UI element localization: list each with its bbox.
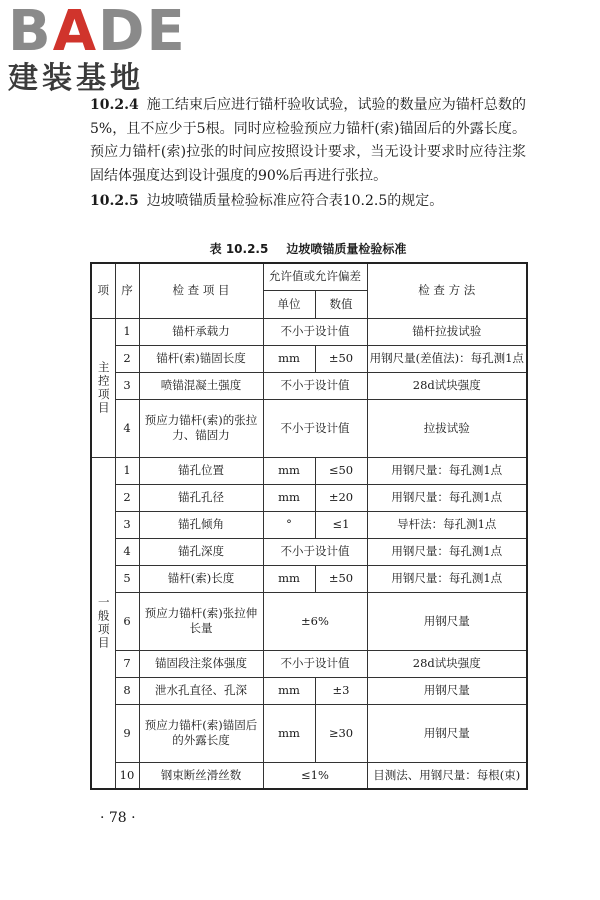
table-row	[91, 372, 527, 399]
row-seq: 2	[115, 345, 139, 372]
row-value: ±3	[315, 677, 367, 704]
row-unit: mm	[263, 704, 315, 762]
paragraph-10-2-5: 10.2.5 边坡喷锚质量检验标准应符合表10.2.5的规定。	[90, 193, 444, 209]
row-allowance: 不小于设计值	[263, 318, 367, 345]
header-seq: 序	[115, 263, 139, 318]
row-value: ≤1	[315, 511, 367, 538]
row-item: 锚孔孔径	[139, 484, 263, 511]
row-seq: 8	[115, 677, 139, 704]
table-row	[91, 592, 527, 650]
row-item: 锚杆(索)长度	[139, 565, 263, 592]
row-seq: 6	[115, 592, 139, 650]
row-unit: mm	[263, 484, 315, 511]
row-method: 28d试块强度	[367, 650, 527, 677]
row-item: 钢束断丝滑丝数	[139, 762, 263, 789]
row-value: ≤50	[315, 457, 367, 484]
table-row	[91, 762, 527, 789]
row-item: 锚杆(索)锚固长度	[139, 345, 263, 372]
header-category: 项	[91, 263, 115, 318]
row-allowance: 不小于设计值	[263, 650, 367, 677]
row-seq: 10	[115, 762, 139, 789]
paragraph-10-2-4: 10.2.4 施工结束后应进行锚杆验收试验，试验的数量应为锚杆总数的5%，且不应少于5根。同时应检验预应力锚杆(索)锚固后的外露长度。预应力锚杆(索)拉张的时间应按照设计要求，当无设计要求时应待注浆固结体强度达到设计强度的90%后再进行张拉。	[90, 97, 526, 184]
row-value: ≥30	[315, 704, 367, 762]
row-item: 锚孔深度	[139, 538, 263, 565]
row-method: 28d试块强度	[367, 372, 527, 399]
row-unit: mm	[263, 565, 315, 592]
row-method: 用钢尺量	[367, 677, 527, 704]
logo-wordmark: BADE	[8, 0, 187, 64]
table-row	[91, 457, 527, 484]
header-unit: 单位	[263, 290, 315, 318]
row-item: 锚固段注浆体强度	[139, 650, 263, 677]
row-seq: 1	[115, 318, 139, 345]
row-method: 用钢尺量	[367, 704, 527, 762]
row-method: 用钢尺量(差值法)：每孔测1点	[367, 345, 527, 372]
row-value: ±50	[315, 565, 367, 592]
row-seq: 1	[115, 457, 139, 484]
row-seq: 3	[115, 372, 139, 399]
row-allowance: 不小于设计值	[263, 399, 367, 457]
row-method: 目测法、用钢尺量：每根(束)	[367, 762, 527, 789]
row-item: 泄水孔直径、孔深	[139, 677, 263, 704]
row-item: 喷锚混凝土强度	[139, 372, 263, 399]
row-item: 预应力锚杆(索)的张拉力、锚固力	[139, 399, 263, 457]
header-item: 检 查 项 目	[139, 263, 263, 318]
table-row	[91, 399, 527, 457]
row-unit: mm	[263, 345, 315, 372]
table-row	[91, 318, 527, 345]
row-method: 拉拔试验	[367, 399, 527, 457]
row-method: 用钢尺量	[367, 592, 527, 650]
category-main: 主控项目	[91, 318, 115, 457]
bade-logo	[8, 0, 187, 96]
row-allowance: 不小于设计值	[263, 538, 367, 565]
header-allowance: 允许值或允许偏差	[263, 263, 367, 290]
row-allowance: ≤1%	[263, 762, 367, 789]
row-method: 用钢尺量：每孔测1点	[367, 538, 527, 565]
row-allowance: ±6%	[263, 592, 367, 650]
table-row	[91, 565, 527, 592]
row-item: 锚孔位置	[139, 457, 263, 484]
header-method: 检 查 方 法	[367, 263, 527, 318]
table-row	[91, 345, 527, 372]
row-item: 预应力锚杆(索)张拉伸长量	[139, 592, 263, 650]
row-method: 用钢尺量：每孔测1点	[367, 457, 527, 484]
row-item: 锚杆承载力	[139, 318, 263, 345]
table-row	[91, 511, 527, 538]
row-item: 预应力锚杆(索)锚固后的外露长度	[139, 704, 263, 762]
table-row	[91, 704, 527, 762]
table-title: 表 10.2.5 边坡喷锚质量检验标准	[209, 242, 407, 256]
row-item: 锚孔倾角	[139, 511, 263, 538]
header-value: 数值	[315, 290, 367, 318]
row-unit: mm	[263, 457, 315, 484]
row-value: ±20	[315, 484, 367, 511]
row-method: 用钢尺量：每孔测1点	[367, 565, 527, 592]
row-value: ±50	[315, 345, 367, 372]
inspection-table	[90, 262, 528, 790]
row-seq: 9	[115, 704, 139, 762]
row-seq: 5	[115, 565, 139, 592]
row-allowance: 不小于设计值	[263, 372, 367, 399]
row-method: 用钢尺量：每孔测1点	[367, 484, 527, 511]
row-seq: 4	[115, 399, 139, 457]
page-number: · 78 ·	[100, 810, 136, 826]
row-method: 锚杆拉拔试验	[367, 318, 527, 345]
row-seq: 3	[115, 511, 139, 538]
table-row	[91, 484, 527, 511]
row-method: 导杆法：每孔测1点	[367, 511, 527, 538]
table-row	[91, 677, 527, 704]
row-unit: °	[263, 511, 315, 538]
logo-subtitle: 建装基地	[8, 61, 144, 96]
row-seq: 2	[115, 484, 139, 511]
category-general: 一般项目	[91, 457, 115, 789]
row-unit: mm	[263, 677, 315, 704]
body-text	[90, 94, 526, 214]
row-seq: 7	[115, 650, 139, 677]
table-row	[91, 538, 527, 565]
row-seq: 4	[115, 538, 139, 565]
table-row	[91, 650, 527, 677]
